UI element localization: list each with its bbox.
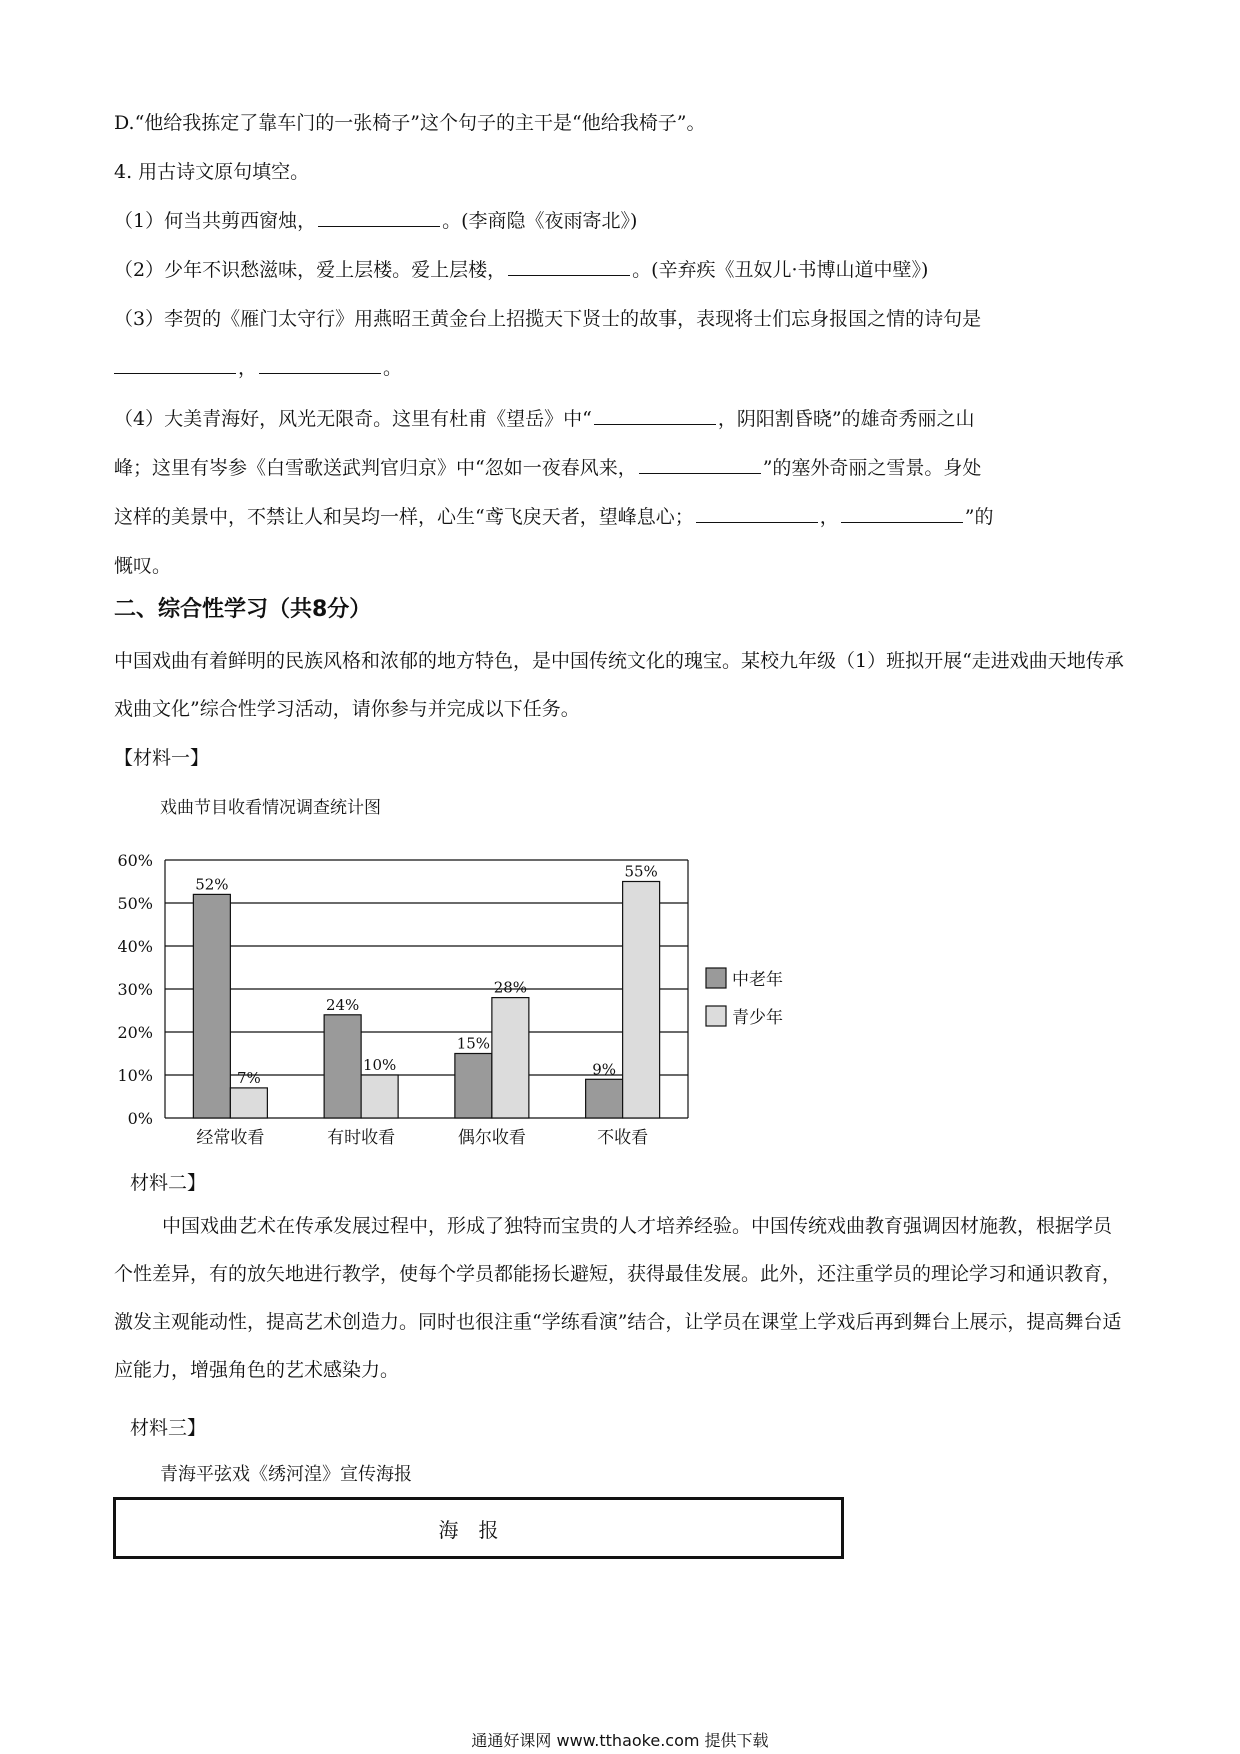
legend-swatch xyxy=(706,1006,726,1026)
y-tick-label: 60% xyxy=(117,851,153,870)
data-label: 55% xyxy=(624,862,658,881)
text: ”的塞外奇丽之雪景。身处 xyxy=(762,457,982,479)
text: （4）大美青海好，风光无限奇。这里有杜甫《望岳》中“ xyxy=(114,408,592,430)
legend-label: 青少年 xyxy=(732,1008,783,1028)
bar-youth xyxy=(230,1088,267,1118)
material-2-label: 材料二】 xyxy=(130,1172,207,1194)
bar-middle-aged xyxy=(193,894,230,1118)
data-label: 52% xyxy=(195,875,229,894)
material-1-label: 【材料一】 xyxy=(114,747,210,769)
q4-item-4-line2 xyxy=(114,453,981,480)
bar-middle-aged xyxy=(455,1054,492,1119)
answer-blank[interactable] xyxy=(594,406,716,425)
answer-blank[interactable] xyxy=(841,504,963,523)
q4-item-1-source: 。(李商隐《夜雨寄北》) xyxy=(442,210,638,232)
y-tick-label: 30% xyxy=(117,980,153,999)
separator: ， xyxy=(819,506,839,528)
bar-youth xyxy=(492,998,529,1118)
q4-item-4-line3 xyxy=(114,502,993,529)
bar-middle-aged xyxy=(586,1079,623,1118)
bar-youth xyxy=(623,882,660,1119)
q4-item-2 xyxy=(114,255,928,282)
section-heading: 二、综合性学习（共8分） xyxy=(114,597,372,622)
q4-item-3: （3）李贺的《雁门太守行》用燕昭王黄金台上招揽天下贤士的故事，表现将士们忘身报国之情的诗句是 xyxy=(114,308,982,330)
poster-label: 海报 xyxy=(438,1517,519,1542)
option-d: D.“他给我拣定了靠车门的一张椅子”这个句子的主干是“他给我椅子”。 xyxy=(114,112,706,134)
q4-item-2-source: 。(辛弃疾《丑奴儿·书博山道中壁》) xyxy=(632,259,929,281)
q4-item-4-line4: 慨叹。 xyxy=(114,555,172,577)
text: ，阴阳割昏晓”的雄奇秀丽之山 xyxy=(717,408,975,430)
y-tick-label: 50% xyxy=(117,894,153,913)
answer-blank[interactable] xyxy=(696,504,818,523)
text: ”的 xyxy=(964,506,994,528)
material-3-label: 材料三】 xyxy=(130,1417,207,1439)
legend-label: 中老年 xyxy=(732,970,783,990)
poster-box xyxy=(113,1497,844,1559)
q4-item-3-blanks xyxy=(114,353,402,380)
answer-blank[interactable] xyxy=(639,455,761,474)
q4-item-1-text: （1）何当共剪西窗烛， xyxy=(114,210,317,232)
category-label: 偶尔收看 xyxy=(457,1128,526,1148)
q4-item-1 xyxy=(114,206,637,233)
data-label: 15% xyxy=(456,1034,491,1053)
y-tick-label: 20% xyxy=(117,1023,153,1042)
y-tick-label: 40% xyxy=(117,937,153,956)
data-label: 7% xyxy=(236,1068,261,1087)
legend-swatch xyxy=(706,968,726,988)
chart-title: 戏曲节目收看情况调查统计图 xyxy=(160,798,381,818)
y-tick-label: 0% xyxy=(127,1109,153,1128)
material-2-text: 中国戏曲艺术在传承发展过程中，形成了独特而宝贵的人才培养经验。中国传统戏曲教育强调因材施教，根据学员个性差异，有的放矢地进行教学，使每个学员都能扬长避短，获得最佳发展。此外，还注重学员的理论学习和通识教育，激发主观能动性，提高艺术创造力。同时也很注重“学练看演”结合，让学员在课堂上学戏后再到舞台上展示，提高舞台适应能力，增强角色的艺术感染力。 xyxy=(114,1215,1122,1381)
section-intro: 中国戏曲有着鲜明的民族风格和浓郁的地方特色，是中国传统文化的瑰宝。某校九年级（1）班拟开展“走进戏曲天地传承戏曲文化”综合性学习活动，请你参与并完成以下任务。 xyxy=(114,650,1124,720)
footer: 通通好课网 www.tthaoke.com 提供下载 xyxy=(471,1731,769,1750)
data-label: 10% xyxy=(362,1056,397,1074)
data-label: 9% xyxy=(592,1060,617,1079)
poster-caption: 青海平弦戏《绣河湟》宣传海报 xyxy=(160,1464,412,1485)
separator: ， xyxy=(238,357,258,379)
text: 这样的美景中，不禁让人和吴均一样，心生“鸢飞戾天者，望峰息心； xyxy=(114,506,694,528)
answer-blank[interactable] xyxy=(259,355,381,374)
text: 峰；这里有岑参《白雪歌送武判官归京》中“忽如一夜春风来， xyxy=(114,457,637,479)
answer-blank[interactable] xyxy=(114,355,236,374)
category-label: 经常收看 xyxy=(196,1128,265,1148)
category-label: 有时收看 xyxy=(327,1128,396,1148)
q4-item-2-text: （2）少年不识愁滋味，爱上层楼。爱上层楼， xyxy=(114,259,507,281)
question-4-title: 4. 用古诗文原句填空。 xyxy=(114,161,310,183)
q4-item-4-line1 xyxy=(114,404,975,431)
bar-middle-aged xyxy=(324,1015,361,1118)
category-label: 不收看 xyxy=(597,1128,649,1148)
answer-blank[interactable] xyxy=(318,208,440,227)
data-label: 24% xyxy=(325,995,360,1014)
data-label: 28% xyxy=(493,978,528,997)
y-tick-label: 10% xyxy=(117,1066,153,1085)
bar-chart xyxy=(110,832,810,1152)
bar-youth xyxy=(361,1075,398,1118)
answer-blank[interactable] xyxy=(508,257,630,276)
period: 。 xyxy=(383,357,403,379)
